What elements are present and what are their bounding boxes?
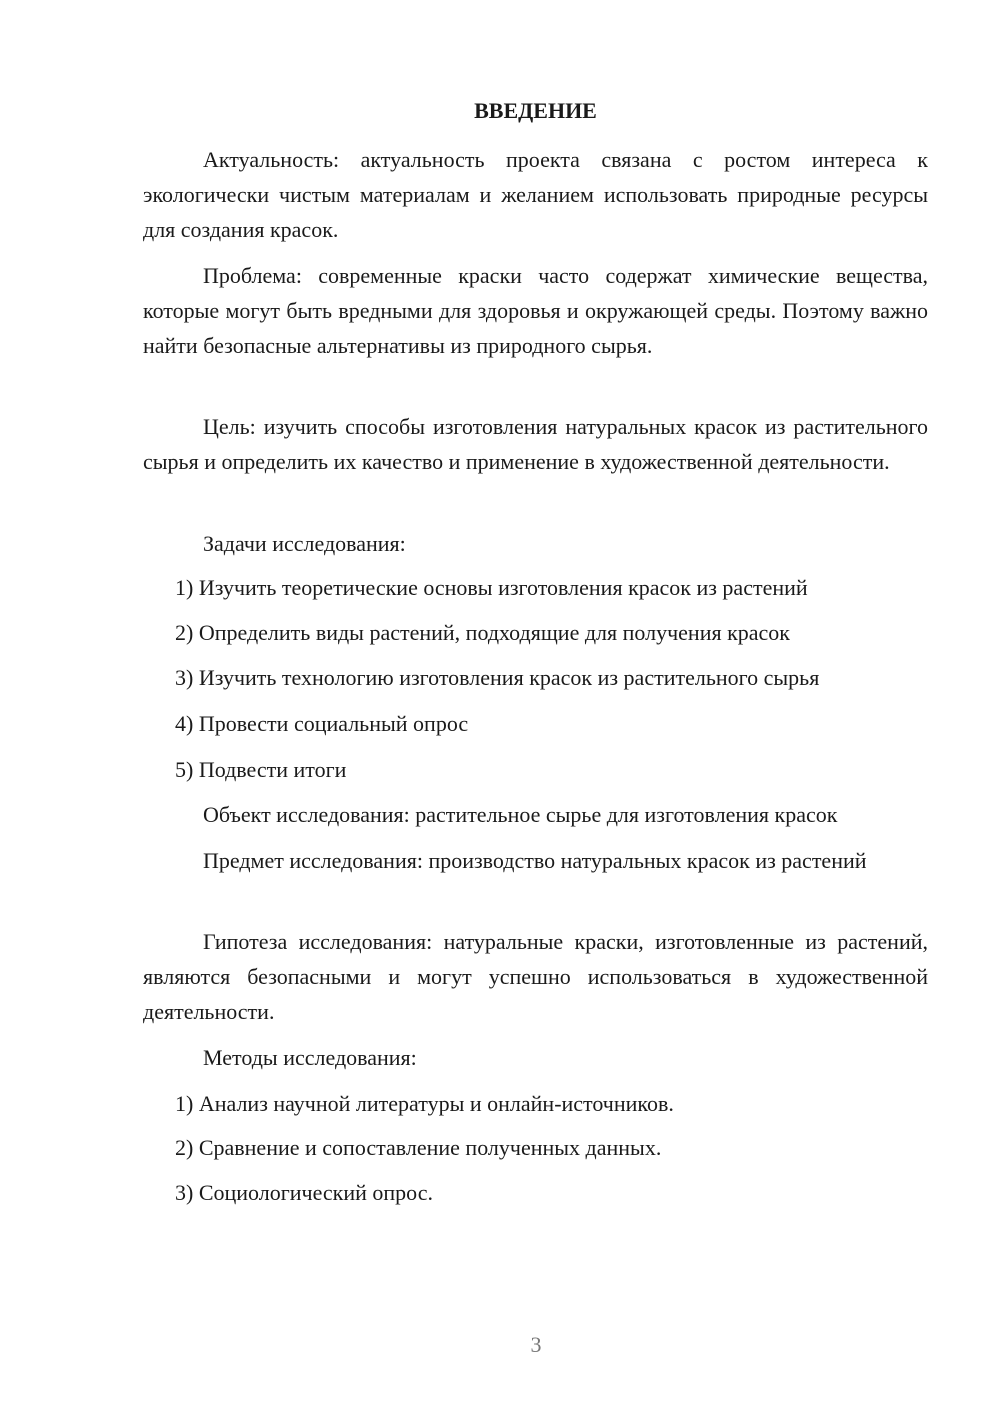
tasks-heading: Задачи исследования: <box>203 531 406 556</box>
methods-heading: Методы исследования: <box>203 1045 417 1070</box>
section-title: ВВЕДЕНИЕ <box>474 98 597 123</box>
task-item-5: 5) Подвести итоги <box>175 757 347 782</box>
task-item-2: 2) Определить виды растений, подходящие для получения красок <box>175 620 790 645</box>
paragraph-object: Объект исследования: растительное сырье для изготовления красок <box>203 802 838 827</box>
task-item-3: 3) Изучить технологию изготовления красок из растительного сырья <box>175 665 820 690</box>
method-item-3: 3) Социологический опрос. <box>175 1180 433 1205</box>
paragraph-relevance: Актуальность: актуальность проекта связана с ростом интереса к экологически чистым материалам и желанием использовать природные ресурсы для создания красок. <box>143 147 928 242</box>
task-item-4: 4) Провести социальный опрос <box>175 711 469 736</box>
paragraph-subject: Предмет исследования: производство натуральных красок из растений <box>203 848 867 873</box>
method-item-2: 2) Сравнение и сопоставление полученных данных. <box>175 1135 662 1160</box>
method-item-1: 1) Анализ научной литературы и онлайн-источников. <box>175 1091 674 1116</box>
paragraph-hypothesis: Гипотеза исследования: натуральные краски, изготовленные из растений, являются безопасными и могут успешно использоваться в художественной деятельности. <box>143 929 928 1024</box>
page-number: 3 <box>530 1332 542 1357</box>
paragraph-problem: Проблема: современные краски часто содержат химические вещества, которые могут быть вредными для здоровья и окружающей среды. Поэтому важно найти безопасные альтернативы из природного сырья. <box>143 263 928 358</box>
task-item-1: 1) Изучить теоретические основы изготовления красок из растений <box>175 575 808 600</box>
paragraph-goal: Цель: изучить способы изготовления натуральных красок из растительного сырья и определить их качество и применение в художественной деятельности. <box>143 414 928 474</box>
